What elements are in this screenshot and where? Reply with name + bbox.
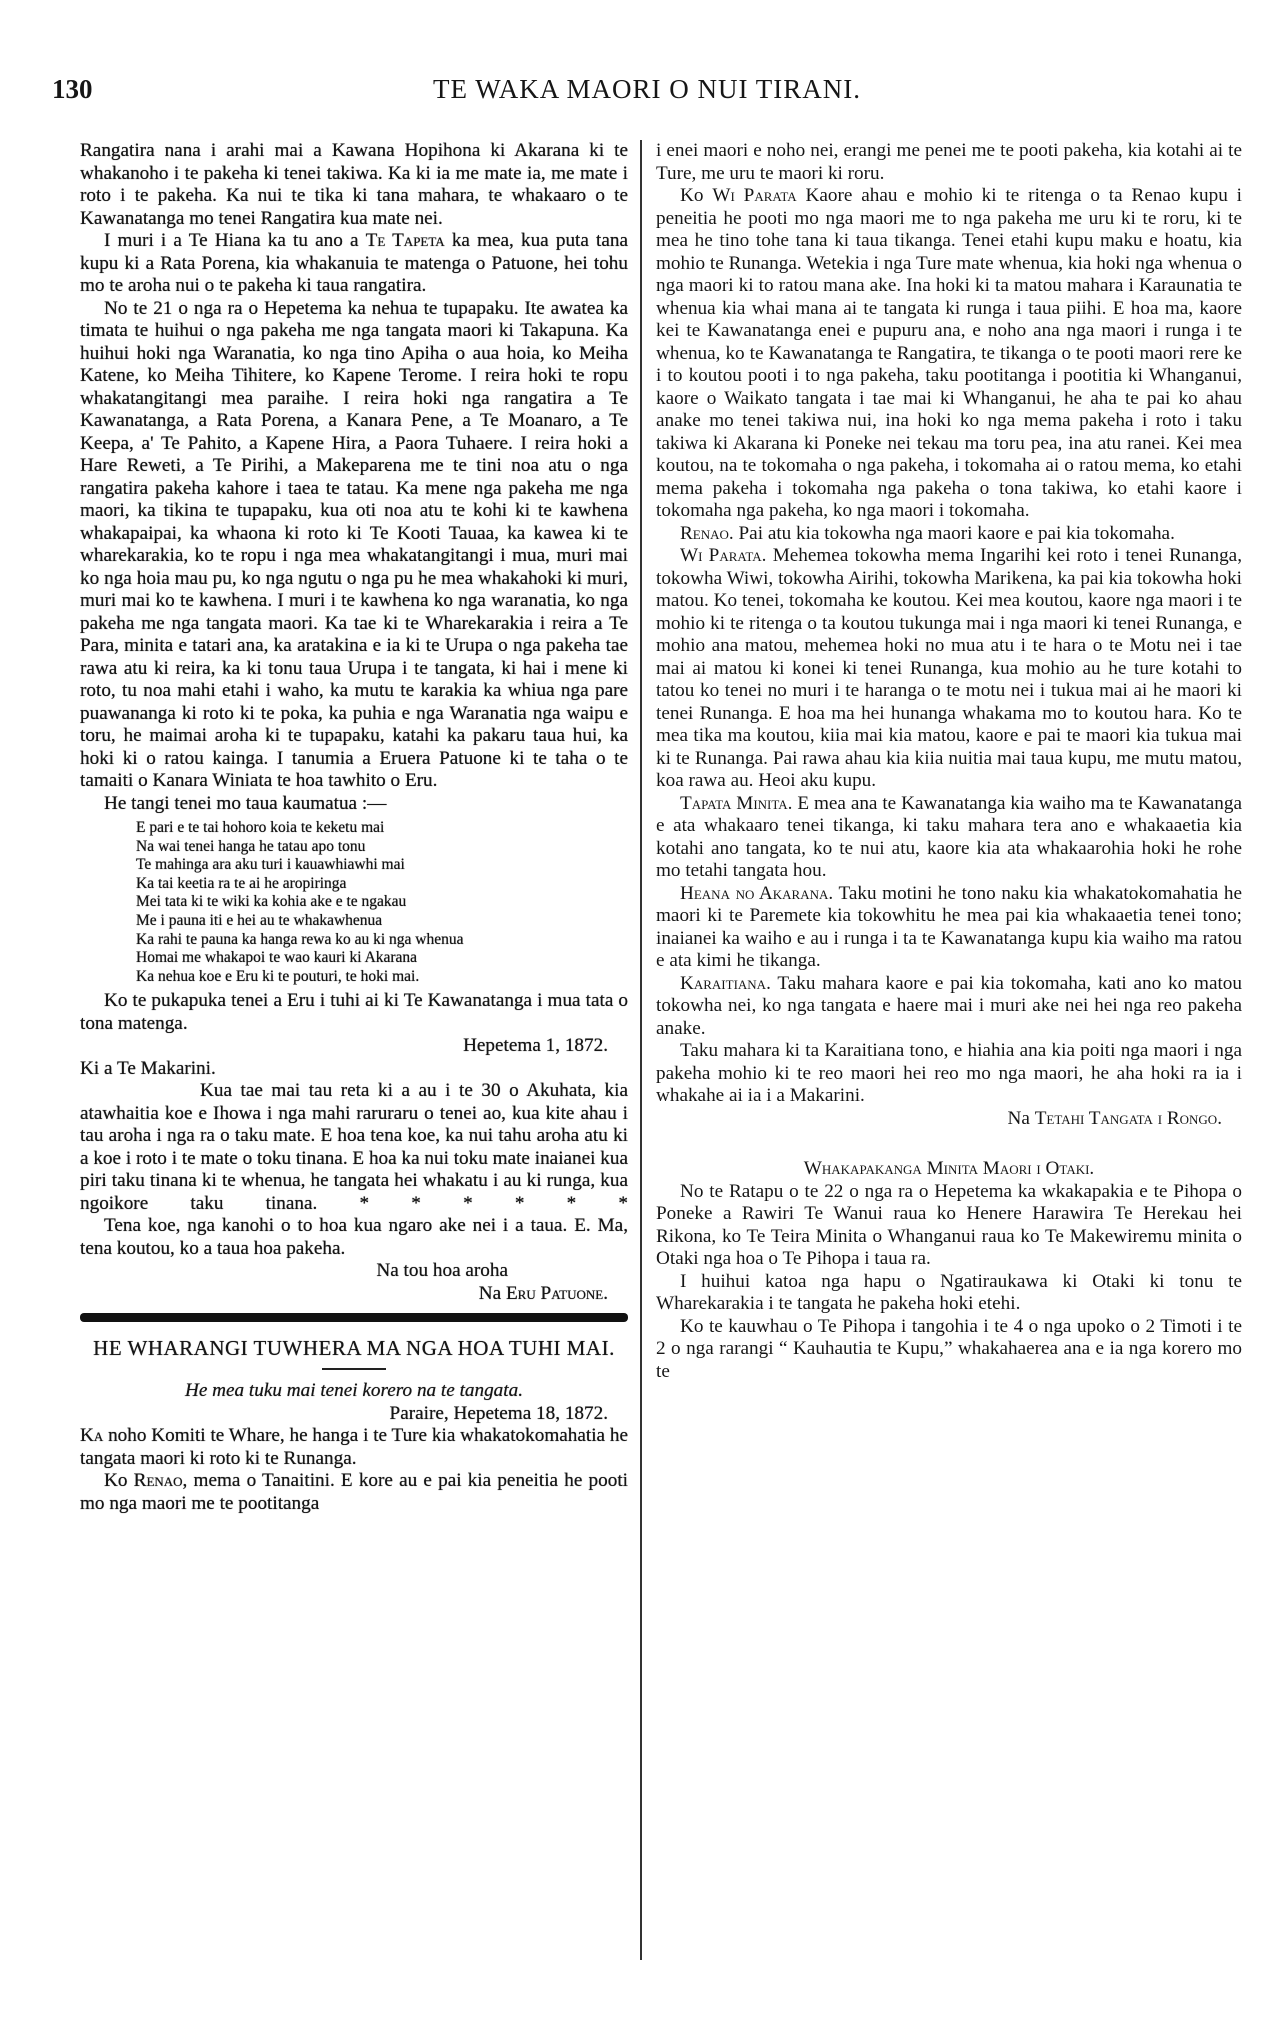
lament-poem: [136, 819, 628, 986]
paragraph-text: Pai atu kia tokowha nga maori kaore e pai kia tokomaha.: [733, 522, 1175, 544]
poem-line: Homai me whakapoi te wao kauri ki Akarana: [136, 949, 418, 967]
paragraph: [656, 140, 1242, 185]
paragraph: [80, 230, 628, 298]
paragraph: [656, 1181, 1242, 1271]
speaker-name: Heana no Akarana.: [680, 882, 834, 904]
paragraph-text: I huihui katoa nga hapu o Ngatiraukawa ki Otaki ki tonu te Wharekarakia i te tangata he pakeha hoki etehi.: [656, 1270, 1242, 1314]
paragraph: [656, 973, 1242, 1041]
dateline: Paraire, Hepetema 18, 1872.: [389, 1402, 608, 1424]
asterisk-separator: * * * * * *: [317, 1192, 629, 1214]
column-divider: [640, 140, 642, 1960]
speaker-name: Tapata Minita.: [680, 792, 793, 814]
right-column: [656, 140, 1242, 1383]
paragraph-lead: Ko: [680, 185, 713, 206]
speaker-name: Ka: [80, 1425, 104, 1447]
paragraph-text: noho Komiti te Whare, he hanga i te Ture kia whakatokomahatia he tangata maori ki roto ki te Runanga.: [80, 1425, 628, 1469]
signature-name: Tetahi Tangata i Rongo.: [1034, 1107, 1222, 1129]
paragraph: [656, 1271, 1242, 1316]
paragraph: [80, 1470, 628, 1515]
poem-line: Ka rahi te pauna ka hanga rewa ko au ki nga whenua: [136, 930, 464, 948]
paragraph-text: Ko te kauwhau o Te Pihopa i tangohia i te 4 o nga upoko o 2 Timoti i te 2 o nga rarangi “ Kauhautia te Kupu,” whakahaerea ana e ia nga korero mo te: [656, 1315, 1242, 1382]
page-title: TE WAKA MAORI O NUI TIRANI.: [433, 74, 861, 104]
paragraph: [80, 1080, 628, 1215]
section-heading: HE WHARANGI TUWHERA MA NGA HOA TUHI MAI.: [93, 1336, 615, 1361]
signature: [656, 1108, 1242, 1131]
poem-line: Mei tata ki te wiki ka kohia ake e te ngakau: [136, 893, 407, 911]
paragraph: [656, 793, 1242, 883]
poem-line: E pari e te tai hohoro koia te keketu mai: [136, 819, 385, 836]
paragraph-text: He tangi tenei mo taua kaumatua :—: [104, 792, 387, 814]
speaker-name: Renao.: [680, 522, 734, 544]
heading-rule: [322, 1368, 386, 1370]
paragraph-text: Taku mahara ki ta Karaitiana tono, e hiahia ana kia poiti nga maori i nga pakeha mohio ki te reo maori hei reo mo nga maori, he aha hoki ra ia i whakahe ai ia i a Makarini.: [656, 1040, 1242, 1106]
paragraph: [656, 883, 1242, 973]
poem-line: Me i pauna iti e hei au te whakawhenua: [136, 911, 383, 929]
letter-closing: Na tou hoa aroha: [376, 1260, 508, 1282]
paragraph-text: Ko te pukapuka tenei a Eru i tuhi ai ki Te Kawanatanga i mua tata o tona matenga.: [80, 990, 628, 1034]
paragraph-text: Kua tae mai tau reta ki a au i te 30 o Akuhata, kia atawhaitia koe e Ihowa i nga mahi raruraru o tenei ao, kua kite ahau i tau aroha i nga ra o taku mate. E hoa tena koe, ka nui tahu aroha atu ki a koe i roto i te mate o toku tinana. E hoa ka nui toku mate inaianei kua piri taku tinana ki te whenua, he tangata hei whakatu i au ki runga, kua ngoikore taku tinana.: [80, 1080, 628, 1214]
dateline: Hepetema 1, 1872.: [463, 1035, 608, 1057]
paragraph: [80, 1058, 628, 1081]
speaker-name: Te Tapeta: [365, 230, 445, 251]
signature-name: Eru Patuone.: [505, 1282, 608, 1304]
paragraph-text: No te 21 o nga ra o Hepetema ka nehua te tupapaku. Ite awatea ka timata te huihui o nga pakeha me nga tangata maori ki Takapuna. Ka huihui hoki nga Waranatia, ko nga tino Apiha o aua hoia, ko Meiha Katene, ko Meiha Tihitere, ko Kapene Terome. I reira hoki te ropu whakatangitangi mea paraihe. I reira hoki nga rangatira a Te Kawanatanga, a Rata Porena, a Kanara Pene, a Te Moanaro, a Te Keepa, a' Te Pahito, a Kapene Hira, a Paora Tuhaere. I reira hoki a Hare Reweti, a Te Pirihi, a Makeparena me te tini noa atu o nga rangatira pakeha kahore i taea te tatau. Ka mene nga pakeha me nga maori, ka tikina te tupapaku, kua oti noa atu te kohi ki te kawhena whakapaipai, ka whaona ki roto ki Te Kooti Tauaa, ka kawea ki te wharekarakia, ko te ropu i nga mea whakatangitangi i mua, muri mai ko nga hoia mau pu, ko nga ngutu o nga pu he mea whakahoki ki muri, muri mai ko te kawhena. I muri i te kawhena ko nga waranatia, ko nga pakeha me nga tangata maori. Ka tae ki te Wharekarakia i reira a Te Para, minita e tatari ana, ka aratakina e ia ki te Urupa o nga pakeha tae rawa atu ki reira, ka ki tonu taua Urupa i te tangata, ki hai i mene ki roto, tu noa mahi etahi i waho, ka mutu te karakia ka whiua nga pare puawananga ki roto ki te poka, ka puhia e nga Waranatia nga waipu e toru, he maimai aroha ki te tupapaku, katahi ka pakaru taua hui, ka hoki ki o ratou kainga. I tanumia a Eruera Patuone ki te taha o te tamaiti o Kanara Winiata te hoa tawhito o Eru.: [80, 297, 628, 791]
poem-line: Te mahinga ara aku turi i kauawhiawhi mai: [136, 856, 405, 874]
paragraph: [80, 1215, 628, 1260]
paragraph-text: , mema o Tanaitini. E kore au e pai kia peneitia he pooti mo nga maori me te pootitanga: [80, 1470, 628, 1514]
paragraph-text: ka mea, kua puta tana kupu ki a Rata Porena, kia whakanuia te matenga o Patuone, hei tohu mo te aroha nui o te pakeha ki taua rangatira.: [80, 230, 628, 296]
paragraph: [656, 185, 1242, 523]
signature-prefix: Na: [478, 1282, 506, 1304]
paragraph-text: No te Ratapu o te 22 o nga ra o Hepetema ka wkakapakia e te Pihopa o Poneke a Rawiri Te Wanui raua ko Henere Harawira Te Herekau hei Rikona, ko Te Teira Minita o Whanganui raua ko Te Makewiremu minita o Otaki nga hoa o Te Pihopa i taua ra.: [656, 1180, 1242, 1269]
section-subtitle: He mea tuku mai tenei korero na te tangata.: [184, 1380, 523, 1402]
paragraph-lead: I muri i a Te Hiana ka tu ano a: [104, 230, 366, 251]
paragraph: [80, 140, 628, 230]
paragraph: [656, 1316, 1242, 1384]
poem-line: Ka tai keetia ra te ai he aropiringa: [136, 874, 347, 892]
paragraph: [80, 298, 628, 793]
paragraph: [80, 793, 628, 816]
paragraph-text: E mea ana te Kawanatanga kia waiho ma te Kawanatanga e ata whakaaro tenei tikanga, ki taku mahara tera ano e whakaaetia kia kotahi ano tangata, ko te nui atu, kaore kia ata whakaarohia hoki he rohe mo tetahi tangata hou.: [656, 792, 1242, 881]
running-head: [52, 74, 1242, 110]
left-column: [80, 140, 628, 1515]
paragraph-text: Kaore ahau e mohio ki te ritenga o ta Renao kupu i peneitia he pooti mo nga maori me to nga pakeha me uru ki te roru, ki te mea he tino tohe tana ki taua tikanga. Tenei etahi kupu maku e hoatu, kia mohio te Runanga. Wetekia i nga Ture mate whenua, kia hoki nga whenua o nga maori ki to ratou mana ake. Ina hoki ki ta matou mahara i Karaunatia te whenua kia whai mana ai te tangata ki runga i taua piihi. E hoa ma, kaore kei te Kawanatanga enei e pupuru ana, e noho ana nga maori i runga i te whenua, ko te Kawanatanga te Rangatira, te tikanga o te pooti maori rere ke i to koutou pooti i to nga pakeha, taku pootitanga i pootitia ki Whanganui, kaore o Waikato tangata i tae mai ki Whanganui, he aha te pai ko ahau anake mo tenei takiwa nui, ina hoki ko nga mema pakeha i roto i taku takiwa ki Akarana ki Poneke nei tekau ma toru pea, ina atu ranei. Kei mea koutou, na te tokomaha o nga pakeha, i tokomaha ai o ratou mema, ko etahi mema pakeha i tokomaha nga pakeha o tona takiwa, ko etahi kaore i tokomaha nga pakeha, ko nga maori i tokomaha.: [656, 185, 1243, 521]
signature-prefix: Na: [1007, 1107, 1035, 1129]
paragraph: [656, 545, 1242, 793]
article-heading: Whakapakanga Minita Maori i Otaki.: [803, 1158, 1095, 1179]
speaker-name: Karaitiana.: [680, 972, 771, 994]
signature: [80, 1283, 628, 1306]
paragraph-text: Taku mahara kaore e pai kia tokomaha, kati ano ko matou tokowha nei, ko nga tangata e haere mai i muri ake nei hei nga reo pakeha anake.: [656, 972, 1242, 1039]
paragraph-lead: Ko: [104, 1470, 134, 1492]
paragraph-text: i enei maori e noho nei, erangi me penei me te pooti pakeha, kia kotahi ai te Ture, me uru te maori ki roru.: [656, 140, 1242, 184]
paragraph: [80, 1425, 628, 1470]
paragraph: [656, 523, 1242, 546]
page-number: 130: [52, 74, 93, 104]
paragraph: [80, 990, 628, 1035]
paragraph-text: Taku motini he tono naku kia whakatokomahatia he maori ki te Paremete kia tokowhitu he mea pai kia whakaaetia tenei tono; inaianei ka waiho e au i runga i ta te Kawanatanga kupu kia waiho ma ratou e ata kimi he tikanga.: [656, 882, 1242, 971]
section-rule: [80, 1313, 628, 1322]
speaker-name: Renao: [133, 1470, 183, 1492]
speaker-name: Wi Parata.: [680, 545, 767, 566]
paragraph-text: Ki a Te Makarini.: [80, 1057, 216, 1079]
poem-line: Na wai tenei hanga he tatau apo tonu: [136, 837, 366, 855]
paragraph-text: Tena koe, nga kanohi o to hoa kua ngaro ake nei i a taua. E. Ma, tena koutou, ko a taua hoa pakeha.: [80, 1215, 628, 1259]
poem-line: Ka nehua koe e Eru ki te pouturi, te hoki mai.: [136, 967, 420, 985]
speaker-name: Wi Parata: [712, 185, 797, 206]
paragraph-text: Rangatira nana i arahi mai a Kawana Hopihona ki Akarana ki te whakanoho i te pakeha ki tenei takiwa. Ka ki ia me mate ia, me mate i roto i te pakeha. Ka nui te tika ki tana mahara, te whakaaro o te Kawanatanga mo tenei Rangatira kua mate nei.: [80, 140, 628, 229]
paragraph: [656, 1040, 1242, 1108]
paragraph-text: Mehemea tokowha mema Ingarihi kei roto i tenei Runanga, tokowha Wiwi, tokowha Airihi, tokowha Marikena, ka pai kia tokowha hoki matou. Ko tenei, tokomaha ke koutou. Kei mea koutou, kaore nga maori i te mohio ki te ritenga o ta koutou tukunga mai i nga maori ki tenei Runanga, e mohio ana matou, mehemea hoki no mua atu i te hara o te Motu nei i tae mai ai matou ki konei ki tenei Runanga, kua mohio au he ture kotahi to tatou ko tenei no muri i te haranga o te motu nei i tukua mai ai he maori ki tenei Runanga. E hoa ma hei hunanga whakama mo to koutou hara. Ko te mea tika ma koutou, kiia mai kia matou, kaore e pai te maori kia tukua mai ki te Runanga. Pai rawa ahau kia kiia nuitia mai taua kupu, me mutu matou, koa rawa au. Heoi aku kupu.: [656, 545, 1242, 791]
